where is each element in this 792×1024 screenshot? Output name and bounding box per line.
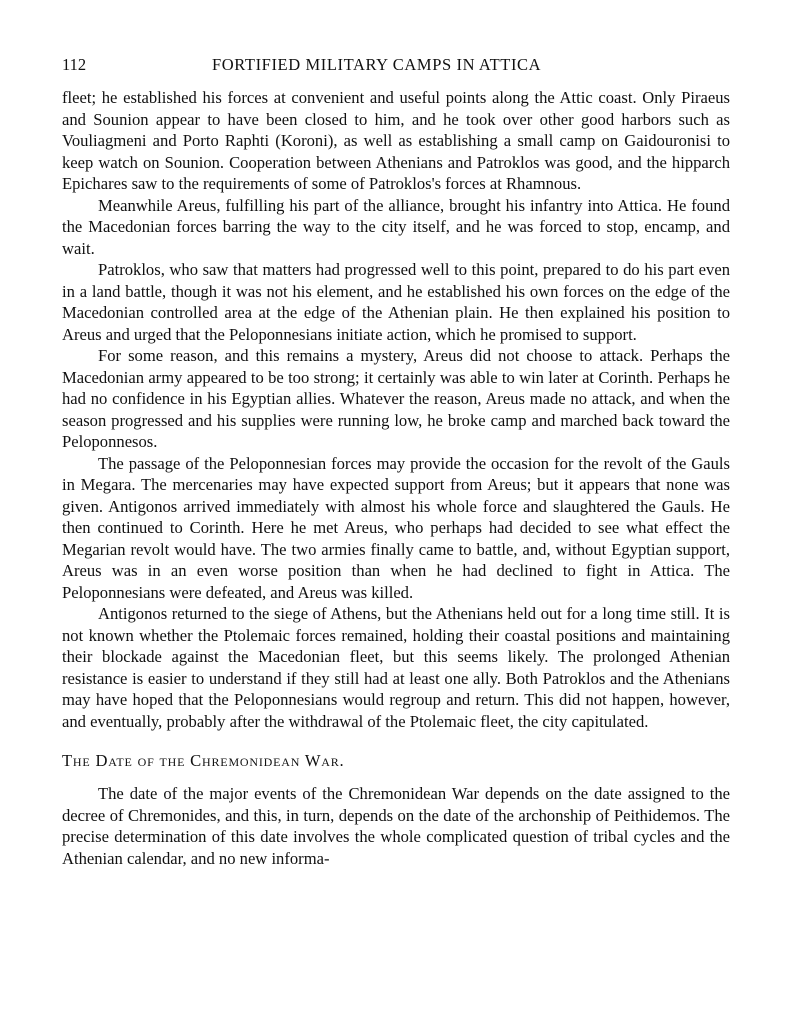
paragraph: The passage of the Peloponnesian forces may provide the occasion for the revolt of the Gauls in Megara. The mercenaries may have expected support from Areus; but it appears that none was given. Antigonos arrived immediately with almost his whole force and slaughtered the Gauls. He then continued to Corinth. Here he met Areus, who perhaps had decided to see what effect the Megarian revolt would have. The two armies finally came to battle, and, without Egyptian support, Areus was in an even worse position than when he had declined to fight in Attica. The Peloponnesians were defeated, and Areus was killed. [62,453,730,602]
book-page [62,52,730,869]
running-title: FORTIFIED MILITARY CAMPS IN ATTICA [212,55,542,74]
running-head [62,52,730,78]
body-text [62,87,730,869]
paragraph-continuation: fleet; he established his forces at convenient and useful points along the Attic coast. Only Piraeus and Sounion appear to have been closed to him, and he took over other good harbors such as Vouliagmeni and Porto Raphti (Koroni), as well as establishing a small camp on Gaidouronisi to keep watch on Sounion. Cooperation between Athenians and Patroklos was good, and the hipparch Epichares saw to the requirements of some of Patroklos's forces at Rhamnous. [62,88,730,193]
section-heading: The Date of the Chremonidean War. [62,751,345,770]
paragraph: Patroklos, who saw that matters had progressed well to this point, prepared to do his part even in a land battle, though it was not his element, and he established his own forces on the edge of the Macedonian controlled area at the edge of the Athenian plain. He then explained his position to Areus and urged that the Peloponnesians initiate action, which he promised to support. [62,260,730,344]
paragraph: Antigonos returned to the siege of Athens, but the Athenians held out for a long time still. It is not known whether the Ptolemaic forces remained, holding their coastal positions and maintaining their blockade against the Macedonian fleet, but this seems likely. The prolonged Athenian resistance is easier to understand if they still had at least one ally. Both Patroklos and the Athenians may have hoped that the Peloponnesians would regroup and return. This did not happen, however, and eventually, probably after the withdrawal of the Ptolemaic fleet, the city capitulated. [62,604,730,731]
paragraph: Meanwhile Areus, fulfilling his part of the alliance, brought his infantry into Attica. He found the Macedonian forces barring the way to the city itself, and he was forced to stop, encamp, and wait. [62,195,730,258]
page-number: 112 [62,55,87,74]
section-paragraph: The date of the major events of the Chremonidean War depends on the date assigned to the decree of Chremonides, and this, in turn, depends on the date of the archonship of Peithidemos. The precise determination of this date involves the whole complicated question of tribal cycles and the Athenian calendar, and no new informa- [62,784,730,868]
paragraph: For some reason, and this remains a mystery, Areus did not choose to attack. Perhaps the Macedonian army appeared to be too strong; it certainly was able to win later at Corinth. Perhaps he had no confidence in his Egyptian allies. Whatever the reason, Areus made no attack, and when the season progressed and his supplies were running low, he broke camp and marched back toward the Peloponnesos. [62,346,730,451]
